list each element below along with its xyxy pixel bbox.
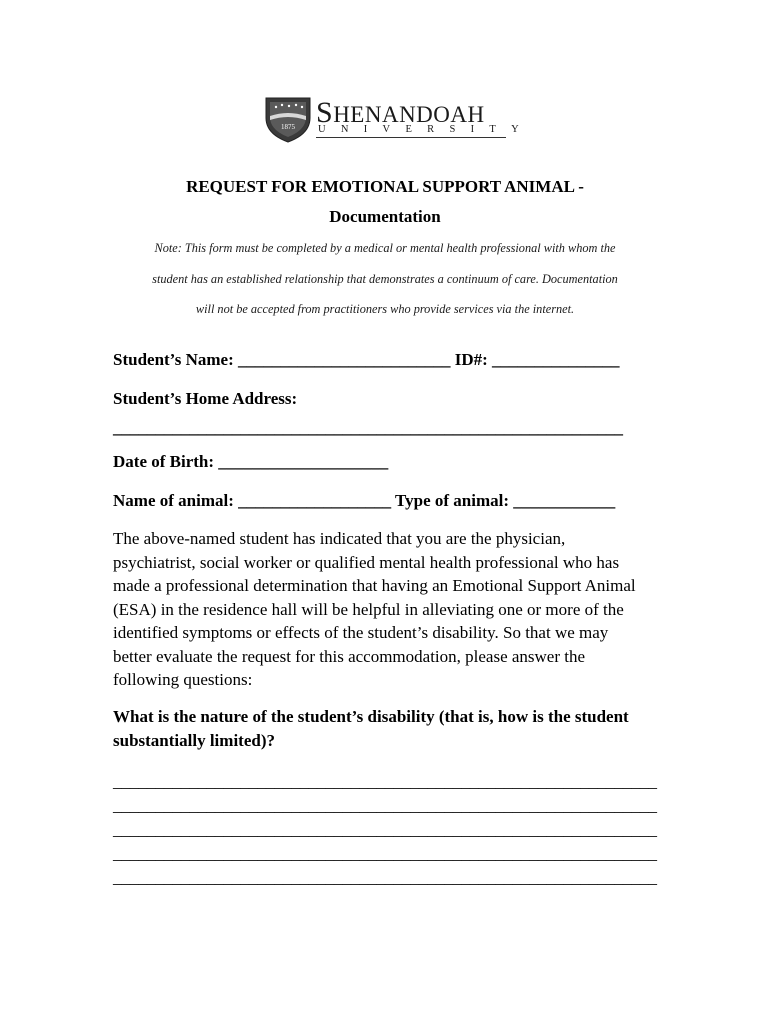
answer-area[interactable] xyxy=(113,770,657,890)
paragraph-line: better evaluate the request for this accommodation, please answer the xyxy=(113,646,586,666)
paragraph-line: psychiatrist, social worker or qualified mental health professional who has xyxy=(113,552,620,572)
logo-wordmark-rest: HENANDOAH xyxy=(333,102,485,127)
student-name-field[interactable]: Student’s Name: _________________________ ID#: _______________ xyxy=(113,350,620,369)
instructions-paragraph xyxy=(113,527,673,692)
paragraph-line: (ESA) in the residence hall will be helpful in alleviating one or more of the xyxy=(113,599,624,619)
question-line: substantially limited)? xyxy=(113,731,275,750)
note-line-2: student has an established relationship that demonstrates a continuum of care. Documentation xyxy=(152,272,618,286)
form-title: REQUEST FOR EMOTIONAL SUPPORT ANIMAL - xyxy=(186,177,584,196)
paragraph-line: following questions: xyxy=(113,670,253,689)
answer-line[interactable]: ________________________________________________________________ xyxy=(113,772,657,791)
paragraph-line: made a professional determination that having an Emotional Support Animal xyxy=(113,576,636,595)
paragraph-line: The above-named student has indicated that you are the physician, xyxy=(113,529,566,548)
university-logo xyxy=(264,96,534,146)
logo-divider xyxy=(316,137,506,138)
answer-line[interactable]: ________________________________________________________________ xyxy=(113,796,657,815)
home-address-label: Student’s Home Address: xyxy=(113,389,298,408)
logo-subtitle: UNIVERSITY xyxy=(318,124,534,135)
seal-year: 1875 xyxy=(281,123,295,131)
animal-fields[interactable]: Name of animal: __________________ Type of animal: ____________ xyxy=(113,491,616,510)
note-line-3: will not be accepted from practitioners who provide services via the internet. xyxy=(195,302,575,316)
shield-seal-icon xyxy=(264,96,314,144)
answer-line[interactable]: ________________________________________________________________ xyxy=(113,868,657,887)
note-line-1: Note: This form must be completed by a medical or mental health professional with whom the xyxy=(154,241,616,255)
disability-question xyxy=(113,705,629,753)
question-line: What is the nature of the student’s disability (that is, how is the student xyxy=(113,707,629,726)
logo-wordmark-initial: S xyxy=(316,96,334,129)
form-subtitle: Documentation xyxy=(329,207,441,226)
answer-line[interactable]: ________________________________________________________________ xyxy=(113,844,657,863)
answer-line[interactable]: ________________________________________________________________ xyxy=(113,820,657,839)
home-address-field[interactable]: ____________________________________________________________ xyxy=(113,418,623,437)
paragraph-line: identified symptoms or effects of the student’s disability. So that we may xyxy=(113,623,609,642)
date-of-birth-field[interactable]: Date of Birth: ____________________ xyxy=(113,452,389,471)
